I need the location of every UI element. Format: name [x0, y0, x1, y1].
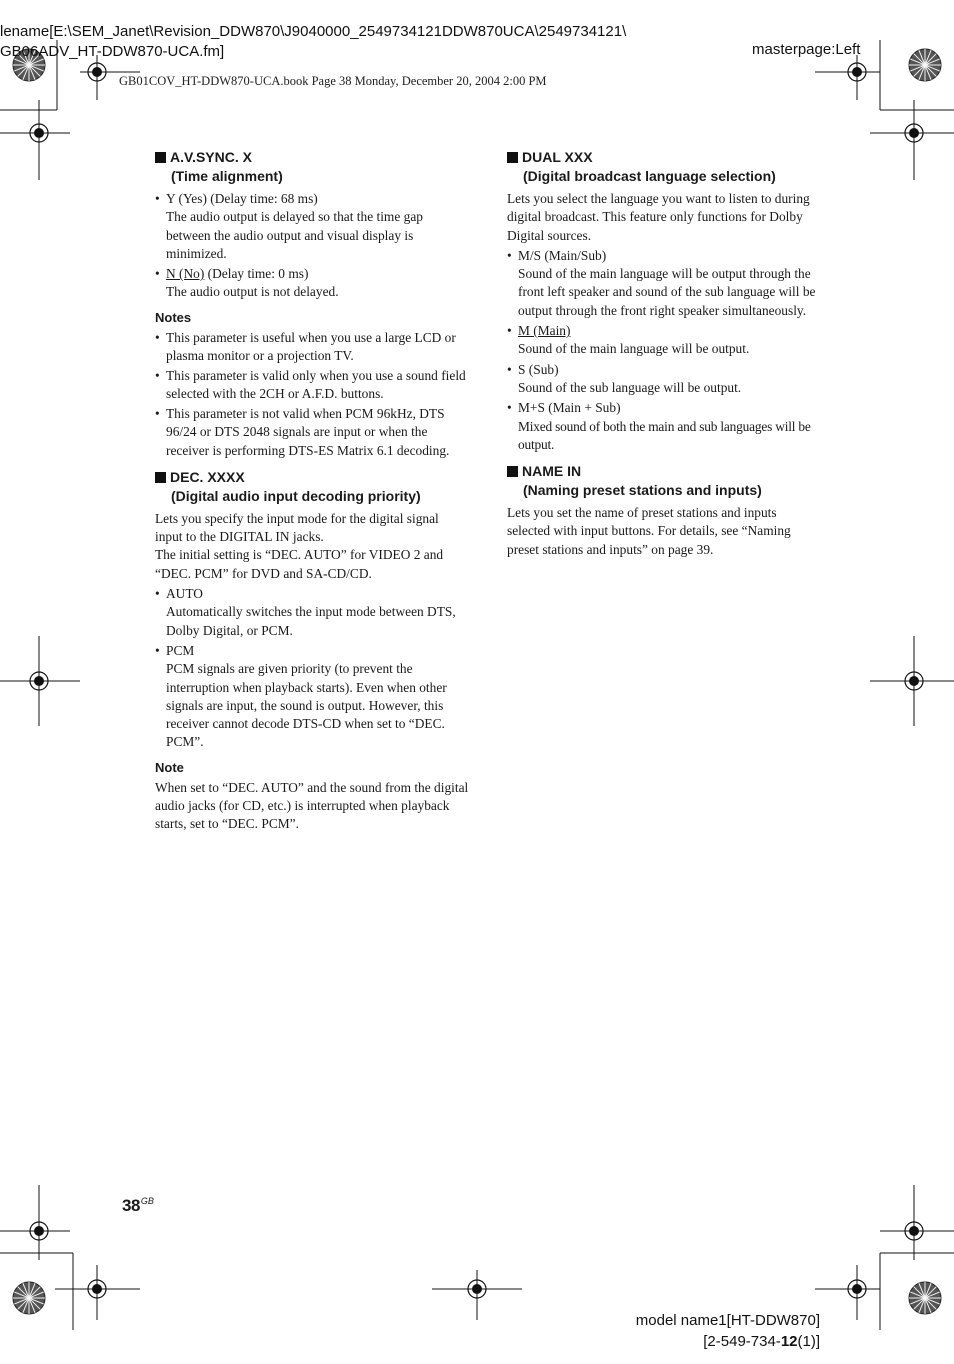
dual-heading [507, 148, 821, 186]
left-column [155, 148, 469, 842]
bullet-icon: • [507, 323, 512, 339]
note-text: This parameter is valid only when you use a sound field selected with the 2CH or A.F.D. buttons. [166, 367, 466, 402]
model-code-suffix: (1)] [797, 1333, 820, 1350]
bullet-icon: • [507, 361, 512, 377]
list-item [155, 190, 469, 263]
dual-mps-label: M+S (Main + Sub) [518, 400, 621, 416]
dec-heading [155, 468, 469, 506]
dec-auto-label: AUTO [166, 586, 203, 602]
note-item [155, 367, 469, 404]
dec-title: DEC. XXXX [170, 468, 245, 485]
dual-s-desc: Sound of the sub language will be output. [518, 379, 742, 395]
dual-ms-label: M/S (Main/Sub) [518, 247, 607, 263]
model-info [636, 1310, 820, 1352]
note-text: This parameter is not valid when PCM 96kHz, DTS 96/24 or DTS 2048 signals are input or when the receiver is performing DTS-ES Matrix 6.1 decoding. [166, 405, 450, 458]
bullet-icon: • [155, 329, 160, 345]
model-line-2 [636, 1331, 820, 1352]
section-avsync [155, 148, 469, 460]
dec-auto-desc: Automatically switches the input mode between DTS, Dolby Digital, or PCM. [166, 604, 456, 638]
avsync-n-desc: The audio output is not delayed. [166, 284, 339, 300]
dual-m-desc: Sound of the main language will be output. [518, 341, 750, 357]
masterpage-label: masterpage:Left [752, 41, 861, 58]
bullet-icon: • [155, 266, 160, 282]
dual-subtitle: (Digital broadcast language selection) [523, 168, 776, 184]
notes-heading: Notes [155, 309, 192, 325]
note-item [155, 405, 469, 460]
dual-m-label: M (Main) [518, 323, 571, 339]
list-item [507, 399, 821, 454]
bullet-icon: • [155, 191, 160, 206]
page-number-suffix: GB [140, 1196, 154, 1206]
section-dec [155, 468, 469, 834]
page-number-value: 38 [122, 1196, 140, 1215]
right-column [507, 148, 821, 567]
dec-note-text: When set to “DEC. AUTO” and the sound from the digital audio jacks (for CD, etc.) is interrupted when playback starts, set to “DEC. PCM”. [155, 779, 469, 832]
list-item [155, 265, 469, 302]
page-number [122, 1196, 154, 1216]
model-code-bold: 12 [780, 1333, 798, 1350]
bullet-icon: • [155, 586, 160, 602]
bullet-icon: • [507, 247, 512, 263]
avsync-n-label: N (No) [166, 266, 205, 282]
name-in-text: Lets you set the name of preset stations and inputs selected with input buttons. For details, see “Naming preset stations and inputs” on page 39. [507, 505, 791, 557]
name-in-subtitle: (Naming preset stations and inputs) [523, 482, 762, 499]
avsync-heading [155, 148, 469, 186]
avsync-y-desc: The audio output is delayed so that the time gap between the audio output and visual display is minimized. [166, 209, 423, 261]
list-item [507, 322, 821, 359]
dual-title: DUAL XXX [522, 149, 593, 165]
bullet-icon: • [155, 405, 160, 421]
bullet-icon: • [507, 400, 512, 416]
note-heading: Note [155, 759, 184, 775]
section-name-in [507, 462, 821, 559]
list-item [155, 642, 469, 752]
dec-intro-2: The initial setting is “DEC. AUTO” for VIDEO 2 and “DEC. PCM” for DVD and SA-CD/CD. [155, 547, 444, 581]
avsync-n-delay: (Delay time: 0 ms) [204, 266, 309, 282]
list-item [507, 361, 821, 398]
dual-ms-desc: Sound of the main language will be output through the front left speaker and sound of the sub language will be output through the front right speaker simultaneously. [518, 266, 816, 318]
name-in-title: NAME IN [522, 463, 582, 480]
list-item [155, 585, 469, 640]
avsync-y-label: Y (Yes) (Delay time: 68 ms) [166, 191, 318, 206]
dec-pcm-desc: PCM signals are given priority (to prevent the interruption when playback starts). Even when other signals are input, the sound is output. However, this receiver cannot decode DTS-CD when set to “DEC. PCM”. [166, 661, 447, 750]
square-bullet-icon [507, 152, 518, 163]
dual-s-label: S (Sub) [518, 361, 559, 377]
avsync-subtitle: (Time alignment) [171, 168, 283, 184]
note-text: This parameter is useful when you use a large LCD or plasma monitor or a projection TV. [166, 329, 456, 364]
name-in-heading [507, 462, 821, 500]
model-code-prefix: [2-549-734- [703, 1333, 781, 1350]
dual-intro: Lets you select the language you want to listen to during digital broadcast. This feature only functions for Dolby Digital sources. [507, 191, 810, 243]
square-bullet-icon [507, 466, 518, 477]
filename-line-1: lename[E:\SEM_Janet\Revision_DDW870\J9040000_2549734121DDW870UCA\2549734121\ [0, 23, 627, 40]
book-info-line: GB01COV_HT-DDW870-UCA.book Page 38 Monday, December 20, 2004 2:00 PM [119, 74, 547, 88]
square-bullet-icon [155, 152, 166, 163]
note-item [155, 329, 469, 366]
avsync-title: A.V.SYNC. X [170, 149, 252, 165]
square-bullet-icon [155, 472, 166, 483]
dec-intro-1: Lets you specify the input mode for the digital signal input to the DIGITAL IN jacks. [155, 510, 439, 545]
section-dual [507, 148, 821, 454]
model-line-1: model name1[HT-DDW870] [635, 1312, 820, 1329]
bullet-icon: • [155, 367, 160, 383]
bullet-icon: • [155, 642, 160, 658]
dec-subtitle: (Digital audio input decoding priority) [171, 487, 421, 504]
list-item [507, 247, 821, 320]
dual-mps-desc: Mixed sound of both the main and sub languages will be output. [518, 418, 811, 452]
dec-pcm-label: PCM [166, 642, 195, 658]
filename-line-2: GB06ADV_HT-DDW870-UCA.fm] [0, 43, 225, 60]
